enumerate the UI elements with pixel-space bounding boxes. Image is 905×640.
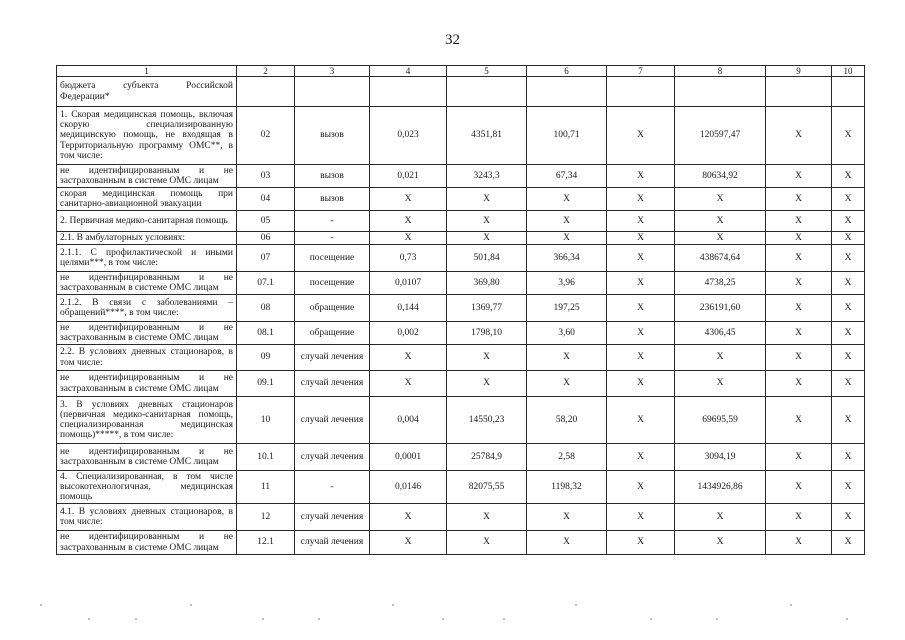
- table-row: [57, 531, 865, 555]
- column-number-2: 2: [237, 66, 295, 77]
- row-code: 10.1: [237, 444, 295, 471]
- unit: случай лечения: [295, 444, 370, 471]
- percent-share: X: [832, 107, 865, 165]
- row-description: 4.1. В условиях дневных стационаров, в том числе:: [57, 504, 237, 531]
- table-row: [57, 245, 865, 272]
- budget-total: 4306,45: [675, 322, 766, 345]
- normative-volume: X: [370, 371, 447, 397]
- oms-total: X: [766, 165, 832, 188]
- percent-share: X: [832, 188, 865, 211]
- oms-per-capita: X: [607, 444, 675, 471]
- per-capita-amount: X: [527, 531, 607, 555]
- normative-volume: 0,002: [370, 322, 447, 345]
- oms-total: X: [766, 211, 832, 232]
- row-code: 04: [237, 188, 295, 211]
- row-description: 2.1. В амбулаторных условиях:: [57, 232, 237, 245]
- oms-per-capita: X: [607, 345, 675, 371]
- oms-per-capita: X: [607, 295, 675, 322]
- oms-per-capita: X: [607, 232, 675, 245]
- unit: -: [295, 211, 370, 232]
- budget-total: X: [675, 232, 766, 245]
- column-number-10: 10: [832, 66, 865, 77]
- unit: случай лечения: [295, 504, 370, 531]
- percent-share: X: [832, 444, 865, 471]
- row-code: 03: [237, 165, 295, 188]
- normative-volume: 0,0107: [370, 272, 447, 295]
- per-capita-amount: X: [527, 504, 607, 531]
- per-capita-amount: [527, 77, 607, 107]
- budget-total: 69695,59: [675, 397, 766, 444]
- normative-cost: X: [447, 211, 527, 232]
- unit: вызов: [295, 165, 370, 188]
- budget-total: X: [675, 371, 766, 397]
- oms-per-capita: X: [607, 504, 675, 531]
- row-code: [237, 77, 295, 107]
- per-capita-amount: X: [527, 211, 607, 232]
- column-number-4: 4: [370, 66, 447, 77]
- normative-cost: X: [447, 345, 527, 371]
- row-code: 09.1: [237, 371, 295, 397]
- oms-total: X: [766, 444, 832, 471]
- row-description: 2.1.2. В связи с заболеваниями – обращений****, в том числе:: [57, 295, 237, 322]
- row-description: скорая медицинская помощь при санитарно-авиационной эвакуации: [57, 188, 237, 211]
- per-capita-amount: 58,20: [527, 397, 607, 444]
- row-code: 12.1: [237, 531, 295, 555]
- oms-total: X: [766, 232, 832, 245]
- table-row: [57, 371, 865, 397]
- budget-total: 1434926,86: [675, 471, 766, 504]
- per-capita-amount: 2,58: [527, 444, 607, 471]
- normative-volume: X: [370, 504, 447, 531]
- percent-share: X: [832, 504, 865, 531]
- row-description: 3. В условиях дневных стационаров (первичная медико-санитарная помощь, специализированная медицинская помощь)*****, в том числе:: [57, 397, 237, 444]
- percent-share: X: [832, 322, 865, 345]
- normative-volume: 0,73: [370, 245, 447, 272]
- row-description: не идентифицированным и не застрахованным в системе ОМС лицам: [57, 165, 237, 188]
- normative-volume: 0,021: [370, 165, 447, 188]
- unit: -: [295, 471, 370, 504]
- oms-per-capita: X: [607, 272, 675, 295]
- oms-total: X: [766, 345, 832, 371]
- unit: -: [295, 232, 370, 245]
- row-description: 4. Специализированная, в том числе высокотехнологичная, медицинская помощь: [57, 471, 237, 504]
- budget-total: 236191,60: [675, 295, 766, 322]
- row-description: 2. Первичная медико-санитарная помощь: [57, 211, 237, 232]
- budget-total: 3094,19: [675, 444, 766, 471]
- budget-total: X: [675, 211, 766, 232]
- table-row: [57, 77, 865, 107]
- column-number-8: 8: [675, 66, 766, 77]
- oms-per-capita: [607, 77, 675, 107]
- oms-per-capita: X: [607, 371, 675, 397]
- percent-share: X: [832, 471, 865, 504]
- row-description: бюджета субъекта Российской Федерации*: [57, 77, 237, 107]
- percent-share: X: [832, 245, 865, 272]
- budget-total: 438674,64: [675, 245, 766, 272]
- table-row: [57, 188, 865, 211]
- row-description: не идентифицированным и не застрахованным в системе ОМС лицам: [57, 444, 237, 471]
- budget-total: 120597,47: [675, 107, 766, 165]
- unit: обращение: [295, 322, 370, 345]
- row-code: 07: [237, 245, 295, 272]
- column-number-7: 7: [607, 66, 675, 77]
- oms-per-capita: X: [607, 165, 675, 188]
- table-row: [57, 322, 865, 345]
- normative-volume: X: [370, 345, 447, 371]
- table-row: [57, 504, 865, 531]
- row-code: 12: [237, 504, 295, 531]
- row-description: 1. Скорая медицинская помощь, включая скорую специализированную медицинскую помощь, не входящая в Территориальную программу ОМС**, в том числе:: [57, 107, 237, 165]
- normative-cost: X: [447, 371, 527, 397]
- normative-cost: 1369,77: [447, 295, 527, 322]
- normative-volume: [370, 77, 447, 107]
- normative-volume: 0,144: [370, 295, 447, 322]
- unit: [295, 77, 370, 107]
- normative-volume: 0,004: [370, 397, 447, 444]
- table-row: [57, 295, 865, 322]
- normative-cost: 4351,81: [447, 107, 527, 165]
- oms-per-capita: X: [607, 188, 675, 211]
- oms-per-capita: X: [607, 211, 675, 232]
- oms-total: X: [766, 245, 832, 272]
- budget-total: X: [675, 531, 766, 555]
- table-row: [57, 397, 865, 444]
- normative-volume: 0,0146: [370, 471, 447, 504]
- per-capita-amount: X: [527, 188, 607, 211]
- oms-total: X: [766, 295, 832, 322]
- budget-total: 80634,92: [675, 165, 766, 188]
- budget-total: 4738,25: [675, 272, 766, 295]
- percent-share: X: [832, 371, 865, 397]
- row-description: не идентифицированным и не застрахованным в системе ОМС лицам: [57, 322, 237, 345]
- unit: вызов: [295, 107, 370, 165]
- unit: обращение: [295, 295, 370, 322]
- oms-per-capita: X: [607, 397, 675, 444]
- oms-total: X: [766, 504, 832, 531]
- per-capita-amount: 100,71: [527, 107, 607, 165]
- unit: посещение: [295, 272, 370, 295]
- table-row: [57, 211, 865, 232]
- percent-share: X: [832, 295, 865, 322]
- table-row: [57, 345, 865, 371]
- financing-table: [56, 65, 865, 555]
- percent-share: X: [832, 232, 865, 245]
- row-code: 08: [237, 295, 295, 322]
- percent-share: X: [832, 211, 865, 232]
- row-code: 02: [237, 107, 295, 165]
- table-row: [57, 471, 865, 504]
- unit: случай лечения: [295, 371, 370, 397]
- normative-cost: 501,84: [447, 245, 527, 272]
- per-capita-amount: 1198,32: [527, 471, 607, 504]
- per-capita-amount: 197,25: [527, 295, 607, 322]
- oms-total: X: [766, 322, 832, 345]
- row-code: 11: [237, 471, 295, 504]
- row-description: 2.1.1. С профилактической и иными целями***, в том числе:: [57, 245, 237, 272]
- normative-cost: 1798,10: [447, 322, 527, 345]
- row-description: не идентифицированным и не застрахованным в системе ОМС лицам: [57, 531, 237, 555]
- percent-share: X: [832, 531, 865, 555]
- oms-total: X: [766, 531, 832, 555]
- oms-total: X: [766, 188, 832, 211]
- unit: случай лечения: [295, 531, 370, 555]
- percent-share: X: [832, 272, 865, 295]
- oms-per-capita: X: [607, 471, 675, 504]
- percent-share: X: [832, 397, 865, 444]
- normative-cost: 3243,3: [447, 165, 527, 188]
- table-row: [57, 272, 865, 295]
- budget-total: [675, 77, 766, 107]
- row-code: 09: [237, 345, 295, 371]
- oms-total: [766, 77, 832, 107]
- column-number-6: 6: [527, 66, 607, 77]
- row-code: 07.1: [237, 272, 295, 295]
- oms-per-capita: X: [607, 322, 675, 345]
- normative-cost: X: [447, 504, 527, 531]
- normative-volume: X: [370, 232, 447, 245]
- normative-cost: X: [447, 531, 527, 555]
- unit: посещение: [295, 245, 370, 272]
- per-capita-amount: 366,34: [527, 245, 607, 272]
- oms-per-capita: X: [607, 245, 675, 272]
- normative-cost: 25784,9: [447, 444, 527, 471]
- oms-per-capita: X: [607, 107, 675, 165]
- table-row: [57, 107, 865, 165]
- per-capita-amount: 3,96: [527, 272, 607, 295]
- unit: случай лечения: [295, 345, 370, 371]
- normative-cost: X: [447, 188, 527, 211]
- oms-total: X: [766, 371, 832, 397]
- normative-cost: X: [447, 232, 527, 245]
- percent-share: X: [832, 165, 865, 188]
- normative-volume: 0,023: [370, 107, 447, 165]
- normative-cost: 82075,55: [447, 471, 527, 504]
- normative-volume: X: [370, 211, 447, 232]
- per-capita-amount: 3,60: [527, 322, 607, 345]
- column-number-1: 1: [57, 66, 237, 77]
- oms-per-capita: X: [607, 531, 675, 555]
- normative-volume: X: [370, 531, 447, 555]
- unit: вызов: [295, 188, 370, 211]
- row-description: не идентифицированным и не застрахованным в системе ОМС лицам: [57, 371, 237, 397]
- percent-share: X: [832, 345, 865, 371]
- row-code: 10: [237, 397, 295, 444]
- per-capita-amount: X: [527, 345, 607, 371]
- unit: случай лечения: [295, 397, 370, 444]
- budget-total: X: [675, 504, 766, 531]
- row-code: 06: [237, 232, 295, 245]
- per-capita-amount: 67,34: [527, 165, 607, 188]
- column-number-3: 3: [295, 66, 370, 77]
- oms-total: X: [766, 272, 832, 295]
- oms-total: X: [766, 107, 832, 165]
- percent-share: [832, 77, 865, 107]
- per-capita-amount: X: [527, 371, 607, 397]
- normative-cost: 369,80: [447, 272, 527, 295]
- column-number-5: 5: [447, 66, 527, 77]
- oms-total: X: [766, 397, 832, 444]
- per-capita-amount: X: [527, 232, 607, 245]
- table-row: [57, 444, 865, 471]
- table-row: [57, 165, 865, 188]
- page-number: 32: [445, 32, 460, 48]
- budget-total: X: [675, 345, 766, 371]
- normative-volume: X: [370, 188, 447, 211]
- row-description: 2.2. В условиях дневных стационаров, в том числе:: [57, 345, 237, 371]
- row-code: 05: [237, 211, 295, 232]
- row-description: не идентифицированным и не застрахованным в системе ОМС лицам: [57, 272, 237, 295]
- oms-total: X: [766, 471, 832, 504]
- table-row: [57, 232, 865, 245]
- normative-volume: 0,0001: [370, 444, 447, 471]
- row-code: 08.1: [237, 322, 295, 345]
- budget-total: X: [675, 188, 766, 211]
- scan-noise: [0, 600, 905, 630]
- normative-cost: [447, 77, 527, 107]
- header-row: [57, 66, 865, 77]
- column-number-9: 9: [766, 66, 832, 77]
- normative-cost: 14550,23: [447, 397, 527, 444]
